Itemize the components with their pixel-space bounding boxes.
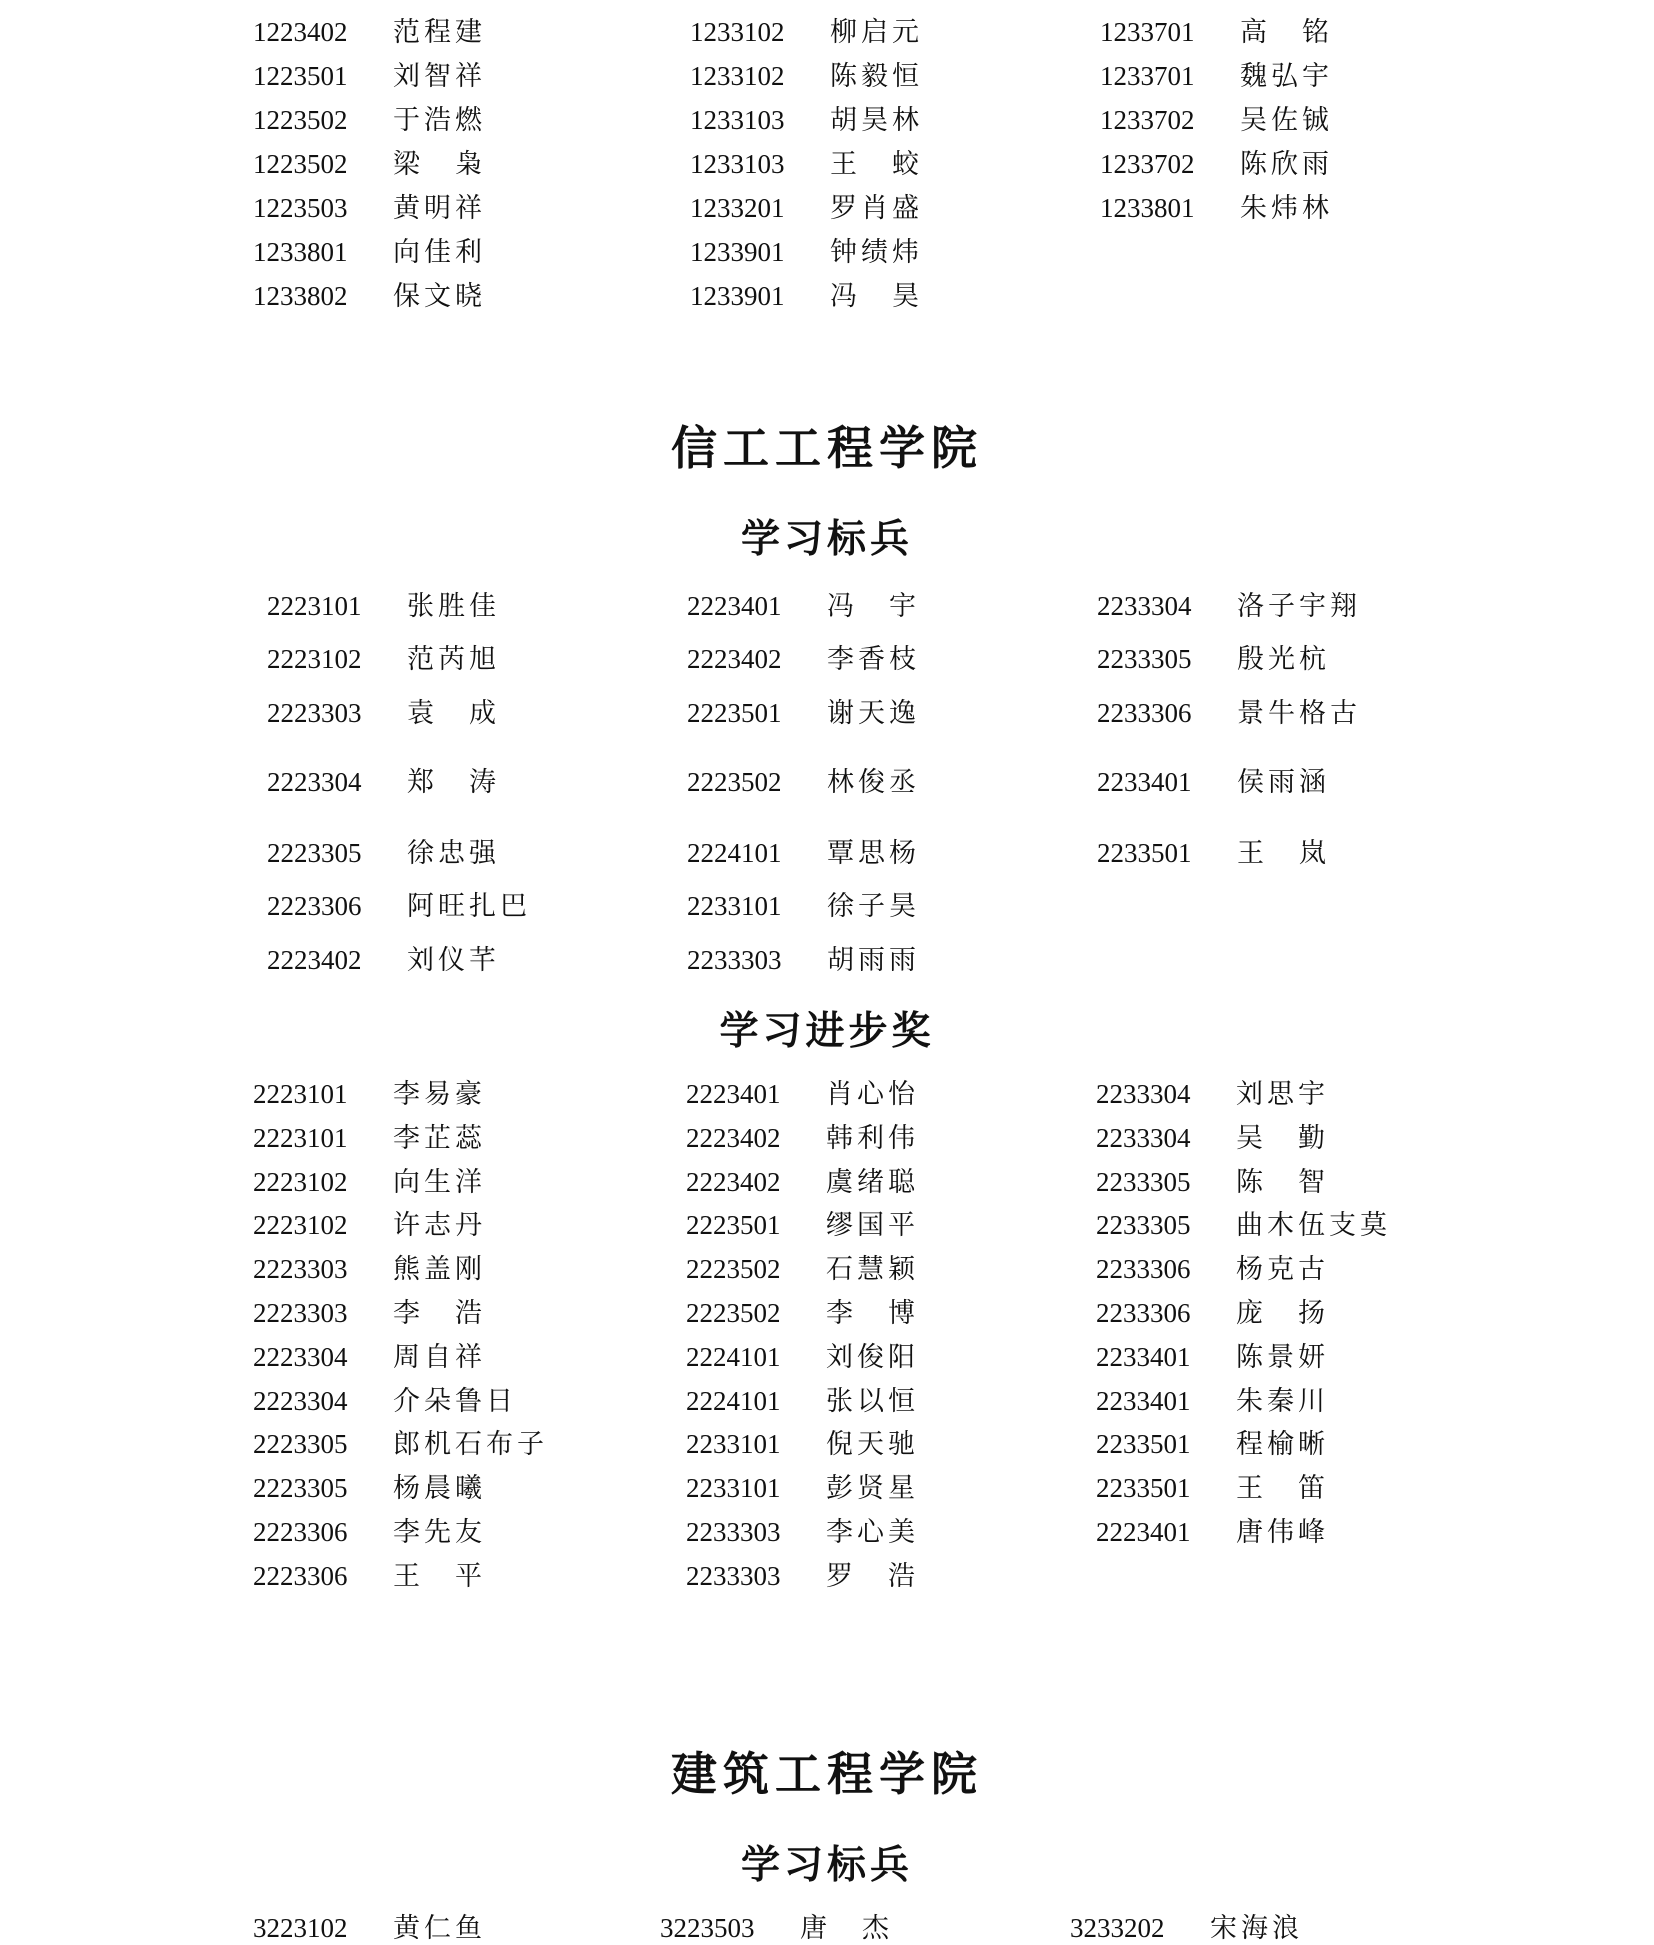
student-name: 王 平: [393, 1560, 486, 1592]
list-item: [687, 837, 920, 870]
list-item: [253, 60, 486, 93]
list-item: [687, 944, 920, 977]
student-id: 1233103: [690, 149, 785, 179]
student-name: 杨克古: [1236, 1254, 1329, 1286]
student-name: 王 岚: [1237, 838, 1330, 869]
student-name: 侯雨涵: [1237, 767, 1330, 798]
list-item: [686, 1253, 919, 1286]
student-name: 刘智祥: [393, 61, 486, 92]
list-item: [690, 280, 923, 313]
student-id: 2223303: [253, 1254, 348, 1285]
student-id: 2223303: [267, 698, 362, 728]
student-id: 1233702: [1100, 105, 1195, 135]
list-item: [253, 1428, 548, 1461]
list-item: [253, 1209, 486, 1242]
student-id: 1233801: [253, 237, 348, 267]
student-id: 1223402: [253, 17, 348, 47]
student-name: 袁 成: [407, 698, 500, 729]
list-item: [1100, 104, 1333, 137]
list-item: [253, 1297, 486, 1330]
student-id: 2223303: [253, 1298, 348, 1328]
student-name: 阿旺扎巴: [407, 891, 531, 922]
list-item: [686, 1472, 919, 1505]
student-id: 2223102: [267, 644, 362, 674]
student-name: 魏弘宇: [1240, 61, 1333, 92]
student-id: 1233802: [253, 281, 348, 311]
student-id: 2233306: [1097, 698, 1192, 728]
student-name: 石慧颖: [826, 1254, 919, 1286]
student-name: 杨晨曦: [393, 1473, 486, 1505]
student-id: 2223305: [253, 1429, 348, 1460]
student-name: 黄仁鱼: [393, 1913, 486, 1944]
student-name: 向生洋: [393, 1166, 486, 1198]
student-id: 2223306: [267, 891, 362, 921]
list-item: [253, 1385, 517, 1418]
student-id: 2223402: [267, 945, 362, 975]
student-name: 曲木伍支莫: [1236, 1210, 1391, 1242]
list-item: [1096, 1472, 1329, 1505]
student-id: 2233401: [1097, 767, 1192, 797]
student-id: 1233102: [690, 61, 785, 91]
list-item: [1096, 1253, 1329, 1286]
student-name: 唐 杰: [800, 1913, 893, 1944]
student-name: 钟绩炜: [830, 237, 923, 268]
student-name: 陈欣雨: [1240, 149, 1333, 180]
student-name: 梁 枭: [393, 149, 486, 180]
list-item: [253, 1341, 486, 1374]
student-id: 2223402: [687, 644, 782, 674]
student-id: 2233303: [686, 1560, 781, 1591]
student-id: 2223502: [686, 1254, 781, 1285]
student-name: 高 铭: [1240, 17, 1333, 48]
student-id: 2223304: [253, 1385, 348, 1416]
list-item: [660, 1912, 893, 1945]
student-id: 2223501: [686, 1210, 781, 1241]
student-name: 张以恒: [826, 1385, 919, 1417]
student-name: 倪天驰: [826, 1429, 919, 1461]
student-id: 2233101: [686, 1473, 781, 1504]
student-name: 冯 昊: [830, 281, 923, 312]
student-id: 2233501: [1096, 1473, 1191, 1504]
student-name: 洛子宇翔: [1237, 591, 1361, 622]
student-name: 陈 智: [1236, 1166, 1329, 1198]
list-item: [686, 1166, 919, 1199]
student-name: 李先友: [393, 1517, 486, 1548]
student-id: 2233306: [1096, 1298, 1191, 1328]
student-id: 2223101: [253, 1122, 348, 1153]
student-name: 李心美: [826, 1517, 919, 1548]
student-name: 谢天逸: [827, 698, 920, 729]
student-id: 2233304: [1096, 1122, 1191, 1153]
student-id: 1223502: [253, 105, 348, 135]
student-id: 1233901: [690, 237, 785, 267]
student-name: 程榆晰: [1236, 1429, 1329, 1461]
student-id: 2233401: [1096, 1341, 1191, 1372]
student-id: 2223502: [686, 1298, 781, 1328]
student-name: 王 笛: [1236, 1473, 1329, 1505]
student-name: 冯 宇: [827, 591, 920, 622]
student-name: 韩利伟: [826, 1122, 919, 1154]
student-id: 1233201: [690, 193, 785, 223]
student-name: 吴 勤: [1236, 1122, 1329, 1154]
student-id: 1223502: [253, 149, 348, 179]
student-id: 2223102: [253, 1166, 348, 1197]
list-item: [253, 280, 486, 313]
student-id: 1233702: [1100, 149, 1195, 179]
student-id: 2233305: [1097, 644, 1192, 674]
list-item: [1097, 697, 1361, 730]
list-item: [267, 944, 500, 977]
student-name: 柳启元: [830, 17, 923, 48]
list-item: [253, 1560, 486, 1593]
list-item: [1096, 1297, 1329, 1330]
student-id: 2223101: [253, 1079, 348, 1109]
list-item: [686, 1385, 919, 1418]
award-title-xingong-biaobing: 学习标兵: [740, 516, 913, 562]
student-name: 朱炜林: [1240, 193, 1333, 224]
student-id: 2233305: [1096, 1166, 1191, 1197]
list-item: [690, 192, 923, 225]
student-id: 1223503: [253, 193, 348, 223]
student-name: 肖心怡: [826, 1079, 919, 1110]
student-name: 庞 扬: [1236, 1298, 1329, 1329]
student-name: 罗肖盛: [830, 193, 923, 224]
student-id: 2233501: [1096, 1429, 1191, 1460]
student-name: 缪国平: [826, 1210, 919, 1242]
list-item: [1096, 1209, 1391, 1242]
list-item: [253, 1166, 486, 1199]
list-item: [1097, 590, 1361, 623]
student-id: 2224101: [687, 838, 782, 868]
student-id: 2224101: [686, 1341, 781, 1372]
list-item: [686, 1122, 919, 1155]
student-id: 3223503: [660, 1913, 755, 1943]
student-name: 林俊丞: [827, 767, 920, 798]
list-item: [690, 236, 923, 269]
list-item: [686, 1341, 919, 1374]
student-name: 刘俊阳: [826, 1341, 919, 1373]
list-item: [687, 643, 920, 676]
list-item: [1097, 643, 1330, 676]
list-item: [1070, 1912, 1303, 1945]
student-id: 2223101: [267, 591, 362, 621]
list-item: [1096, 1122, 1329, 1155]
student-id: 2223502: [687, 767, 782, 797]
list-item: [267, 766, 500, 799]
student-name: 宋海浪: [1210, 1913, 1303, 1944]
list-item: [253, 1122, 486, 1155]
student-id: 2233401: [1096, 1385, 1191, 1416]
list-item: [1096, 1516, 1329, 1549]
student-id: 3223102: [253, 1913, 348, 1943]
list-item: [1100, 16, 1333, 49]
student-id: 1233901: [690, 281, 785, 311]
list-item: [690, 16, 923, 49]
list-item: [1096, 1385, 1329, 1418]
list-item: [1097, 766, 1330, 799]
award-title-jianzhu-biaobing: 学习标兵: [740, 1842, 913, 1888]
student-id: 2233101: [686, 1429, 781, 1460]
list-item: [253, 192, 486, 225]
list-item: [1096, 1428, 1329, 1461]
list-item: [253, 1516, 486, 1549]
student-id: 2223401: [686, 1079, 781, 1109]
student-name: 殷光杭: [1237, 644, 1330, 675]
list-item: [253, 1078, 486, 1111]
list-item: [253, 1912, 486, 1945]
student-id: 2223306: [253, 1517, 348, 1547]
student-name: 刘仪芊: [407, 945, 500, 976]
student-id: 2233305: [1096, 1210, 1191, 1241]
list-item: [686, 1516, 919, 1549]
student-id: 2223306: [253, 1560, 348, 1591]
student-name: 陈景妍: [1236, 1341, 1329, 1373]
student-name: 黄明祥: [393, 193, 486, 224]
student-id: 2224101: [686, 1385, 781, 1416]
student-name: 徐子昊: [827, 891, 920, 922]
student-name: 周自祥: [393, 1341, 486, 1373]
list-item: [686, 1209, 919, 1242]
list-item: [1096, 1078, 1329, 1111]
list-item: [686, 1297, 919, 1330]
student-name: 熊盖刚: [393, 1254, 486, 1286]
list-item: [253, 16, 486, 49]
student-name: 彭贤星: [826, 1473, 919, 1505]
student-name: 王 蛟: [830, 149, 923, 180]
list-item: [253, 148, 486, 181]
student-name: 虞绪聪: [826, 1166, 919, 1198]
student-name: 张胜佳: [407, 591, 500, 622]
student-id: 1233103: [690, 105, 785, 135]
student-name: 李 浩: [393, 1298, 486, 1329]
student-id: 2233303: [687, 945, 782, 975]
student-name: 李香枝: [827, 644, 920, 675]
student-id: 1233801: [1100, 193, 1195, 223]
student-id: 2233101: [687, 891, 782, 921]
list-item: [686, 1560, 919, 1593]
student-id: 1233701: [1100, 17, 1195, 47]
student-id: 1233701: [1100, 61, 1195, 91]
list-item: [267, 643, 500, 676]
student-name: 范程建: [393, 17, 486, 48]
student-name: 许志丹: [393, 1210, 486, 1242]
student-id: 2223402: [686, 1122, 781, 1153]
list-item: [687, 766, 920, 799]
student-name: 唐伟峰: [1236, 1517, 1329, 1548]
list-item: [267, 890, 531, 923]
student-id: 2233501: [1097, 838, 1192, 868]
list-item: [687, 890, 920, 923]
list-item: [267, 837, 500, 870]
list-item: [687, 697, 920, 730]
list-item: [690, 60, 923, 93]
student-id: 2233304: [1097, 591, 1192, 621]
list-item: [253, 236, 486, 269]
student-name: 陈毅恒: [830, 61, 923, 92]
student-name: 李易豪: [393, 1079, 486, 1110]
list-item: [253, 104, 486, 137]
student-name: 胡雨雨: [827, 945, 920, 976]
student-name: 朱秦川: [1236, 1385, 1329, 1417]
student-name: 吴佐铖: [1240, 105, 1333, 136]
student-name: 于浩燃: [393, 105, 486, 136]
student-name: 覃思杨: [827, 838, 920, 869]
list-item: [1097, 837, 1330, 870]
student-name: 徐忠强: [407, 838, 500, 869]
list-item: [1100, 192, 1333, 225]
student-name: 罗 浩: [826, 1560, 919, 1592]
student-id: 2223501: [687, 698, 782, 728]
student-id: 1223501: [253, 61, 348, 91]
list-item: [1100, 148, 1333, 181]
student-name: 范芮旭: [407, 644, 500, 675]
list-item: [690, 148, 923, 181]
student-name: 李 博: [826, 1298, 919, 1329]
student-name: 介朵鲁日: [393, 1385, 517, 1417]
student-name: 李芷蕊: [393, 1122, 486, 1154]
award-title-xingong-jinbu: 学习进步奖: [719, 1008, 935, 1054]
list-item: [1096, 1341, 1329, 1374]
student-name: 胡昊林: [830, 105, 923, 136]
college-title-jianzhu: 建筑工程学院: [671, 1747, 983, 1801]
list-item: [1096, 1166, 1329, 1199]
list-item: [687, 590, 920, 623]
student-id: 2233303: [686, 1517, 781, 1547]
list-item: [686, 1428, 919, 1461]
list-item: [686, 1078, 919, 1111]
student-name: 郑 涛: [407, 767, 500, 798]
student-id: 2233304: [1096, 1079, 1191, 1109]
student-id: 2233306: [1096, 1254, 1191, 1285]
student-name: 郎机石布子: [393, 1429, 548, 1461]
student-name: 景牛格古: [1237, 698, 1361, 729]
student-name: 刘思宇: [1236, 1079, 1329, 1110]
list-item: [690, 104, 923, 137]
list-item: [267, 590, 500, 623]
student-id: 2223304: [253, 1341, 348, 1372]
student-id: 2223304: [267, 767, 362, 797]
student-name: 向佳利: [393, 237, 486, 268]
student-id: 1233102: [690, 17, 785, 47]
list-item: [253, 1472, 486, 1505]
student-id: 2223401: [687, 591, 782, 621]
list-item: [267, 697, 500, 730]
list-item: [1100, 60, 1333, 93]
college-title-xingong: 信工工程学院: [671, 421, 983, 475]
student-id: 2223305: [253, 1473, 348, 1504]
student-id: 2223305: [267, 838, 362, 868]
student-id: 2223102: [253, 1210, 348, 1241]
list-item: [253, 1253, 486, 1286]
student-id: 3233202: [1070, 1913, 1165, 1943]
student-id: 2223402: [686, 1166, 781, 1197]
student-name: 保文晓: [393, 281, 486, 312]
student-id: 2223401: [1096, 1517, 1191, 1547]
